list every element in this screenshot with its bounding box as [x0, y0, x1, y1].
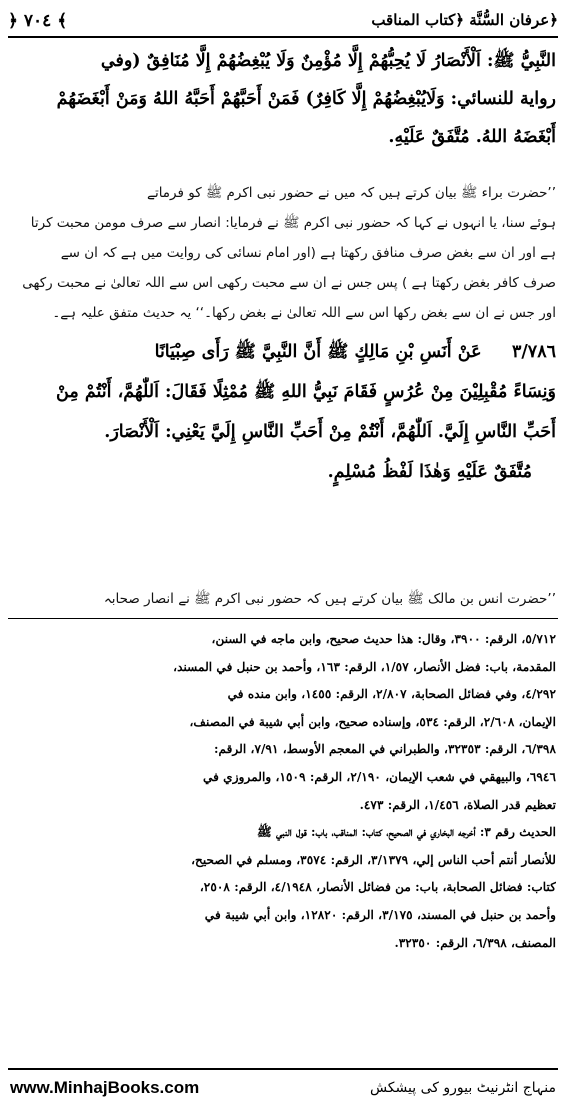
arabic-line: رواية للنسائي: وَلَايُبْغِضُهُمْ إِلَّا كَافِرٌ) فَمَنْ أَحَبَّهُمْ أَحَبَّهُ اللهُ وَمَنْ أَبْغَضَهُمْ [56, 89, 556, 109]
urdu-line: ہوئے سنا، یا انہوں نے کہا کہ حضور نبی اکرم ﷺ نے فرمایا: انصار سے صرف مومن محبت کرتا [30, 215, 556, 231]
footnote-line: المقدمة، باب: فضل الأنصار، ١/٥٧، الرقم: ١٦٣، وأحمد بن حنبل في المسند، [173, 659, 556, 674]
urdu-line: ’’حضرت براء ﷺ بیان کرتے ہیں کہ میں نے حضور نبی اکرم ﷺ کو فرماتے [147, 185, 556, 201]
urdu-translation-1 [10, 178, 556, 328]
footnote-line: الحديث رقم ٣: أخرجه البخاري في الصحيح، كتاب: المناقب، باب: قول النبي ﷺ [257, 825, 556, 840]
arabic-hadith-text-2 [10, 332, 556, 492]
urdu-line: صرف کافر بغض رکھتا ہے ) پس جس نے ان سے محبت رکھی اس سے اللہ تعالیٰ نے محبت رکھی [22, 275, 556, 291]
footnote-line: للأنصار أنتم أحب الناس إلي، ٣/١٣٧٩، الرقم: ٣٥٧٤، ومسلم في الصحيح، [191, 852, 556, 867]
footnote-line: ٥/٧١٢، الرقم: ٣٩٠٠، وقال: هذا حديث صحيح، وابن ماجه في السنن، [211, 632, 556, 646]
page-footer [10, 1074, 556, 1102]
footnote-line: الإيمان، ٢/٦٠٨، الرقم: ٥٣٤، وإسناده صحيح، وابن أبي شيبة في المصنف، [189, 714, 556, 729]
footer-rule [8, 1068, 558, 1070]
arabic-hadith-text-1 [10, 42, 556, 156]
footnote-line: ٤/٢٩٢، وفي فضائل الصحابة، ٢/٨٠٧، الرقم: ١٤٥٥، وابن منده في [227, 687, 556, 702]
footnote-line: تعظيم قدر الصلاة، ١/٤٥٦، الرقم: ٤٧٣. [359, 797, 556, 812]
urdu-line: ہے اور ان سے بغض صرف منافق رکھتا ہے (اور امام نسائی کی روایت میں ہے کہ ان سے [60, 245, 556, 261]
arabic-line: النَّبِيُّ ﷺ: اَلْأَنْصَارُ لَا يُحِبُّهُمْ إِلَّا مُؤْمِنٌ وَلَا يُبْغِضُهُمْ إِلَّا مُنَافِقٌ (وفي [100, 51, 556, 71]
website-link[interactable]: www.MinhajBooks.com [10, 1078, 200, 1097]
page-number: ﴾ ٧٠٤ ﴿ [8, 10, 68, 31]
footnote-line: ٦٩٤٦، والبيهقي في شعب الإيمان، ٢/١٩٠، الرقم: ١٥٠٩، والمروزي في [202, 769, 556, 784]
arabic-line: وَنِسَاءً مُقْبِلِيْنَ مِنْ عُرُسٍ فَقَامَ نَبِيُّ اللهِ ﷺ مُمْثِلًا فَقَالَ: اَللّٰهُمَّ، أَنْتُمْ مِنْ [56, 382, 556, 402]
footnote-divider [8, 618, 558, 619]
publisher-credit: منہاج انٹرنیٹ بیورو کی پیشکش [369, 1080, 556, 1096]
header-rule [8, 36, 558, 38]
footnote-line: المصنف، ٦/٣٩٨، الرقم: ٣٢٣٥٠. [394, 935, 556, 950]
urdu-line: ’’حضرت انس بن مالک ﷺ بیان کرتے ہیں کہ حضور نبی اکرم ﷺ نے انصار صحابہ [103, 591, 556, 607]
footnote-line: كتاب: فضائل الصحابة، باب: من فضائل الأنصار، ٤/١٩٤٨، الرقم: ٢٥٠٨، [199, 880, 556, 895]
arabic-line: مُتَّفَقٌ عَلَيْهِ وَهٰذَا لَفْظُ مُسْلِمٍ. [327, 462, 532, 482]
arabic-line: عَنْ أَنَسِ بْنِ مَالِكٍ ﷺ أَنَّ النَّبِيَّ ﷺ رَأَى صِبْيَانًا [154, 342, 482, 362]
hadith-number: ٣/٧٨٦ [512, 342, 556, 362]
footnotes [10, 626, 556, 957]
footnote-line: ٦/٣٩٨، الرقم: ٣٢٣٥٣، والطبراني في المعجم الأوسط، ٧/٩١، الرقم: [214, 742, 556, 757]
arabic-line-with-number [10, 332, 556, 372]
footnote-line: وأحمد بن حنبل في المسند، ٣/١٧٥، الرقم: ١٢٨٢٠، وابن أبي شيبة في [204, 907, 556, 922]
arabic-line: أَحَبِّ النَّاسِ إِلَيَّ. اَللّٰهُمَّ، أَنْتُمْ مِنْ أَحَبِّ النَّاسِ إِلَيَّ يَعْنِي: اَلْأَنْصَارَ. [104, 422, 556, 442]
urdu-translation-2 [10, 586, 556, 612]
page-header [8, 6, 558, 34]
arabic-line: أَبْغَضَهُ اللهُ. مُتَّفَقٌ عَلَيْهِ. [388, 127, 556, 147]
urdu-line: اور جس نے ان سے بغض رکھا اس سے اللہ تعالیٰ نے بغض رکھا۔‘‘ یہ حدیث متفق علیہ ہے۔ [52, 305, 556, 321]
book-title: ﴿عرفان السُّنَّة ﴿كتاب المناقب [371, 11, 558, 29]
